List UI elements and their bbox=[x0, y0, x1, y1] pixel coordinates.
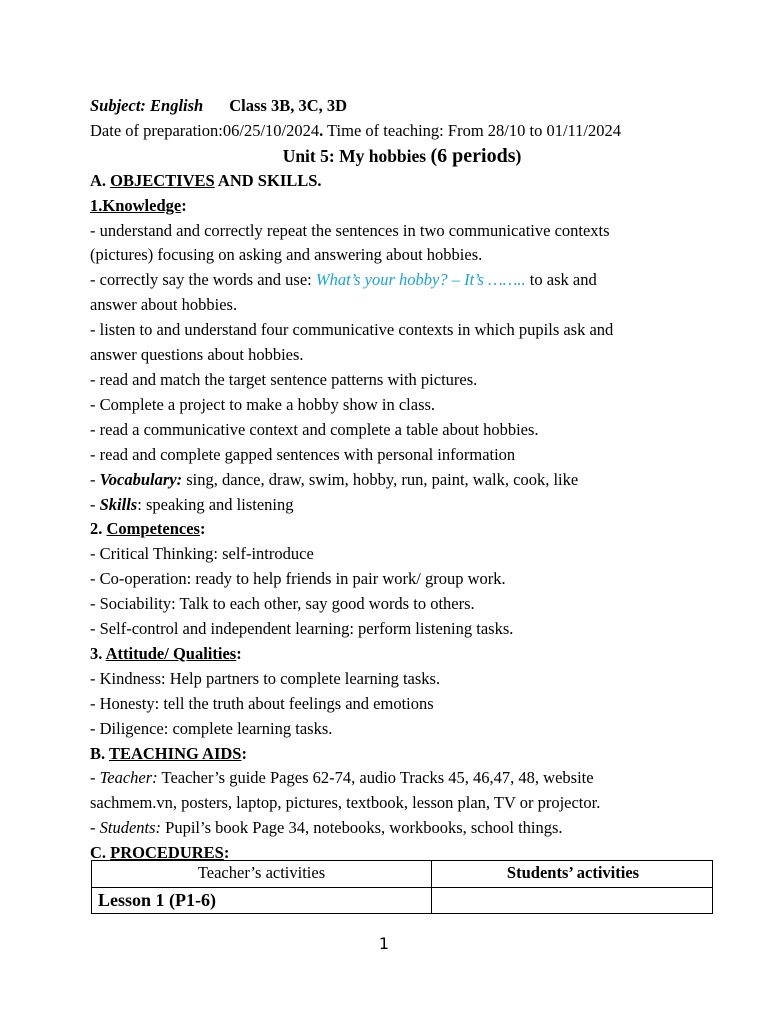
vocabulary-line bbox=[90, 468, 714, 493]
procedures-prefix: C. bbox=[90, 843, 111, 863]
attitude-item: - Diligence: complete learning tasks. bbox=[90, 718, 333, 738]
table-header-students: Students’ activities bbox=[506, 863, 640, 882]
class-list: Class 3B, 3C, 3D bbox=[229, 96, 348, 115]
vocabulary-label: Vocabulary: bbox=[99, 469, 183, 489]
students-aids-text: Pupil’s book Page 34, notebooks, workbooks, school things. bbox=[161, 818, 563, 838]
competences-colon: : bbox=[199, 519, 206, 539]
knowledge-line-9: - read a communicative context and complete a table about hobbies. bbox=[90, 419, 539, 439]
procedures-heading-text: PROCEDURES bbox=[110, 843, 224, 863]
table-header-teacher: Teacher’s activities bbox=[197, 863, 326, 882]
competences-heading-text: Competences bbox=[106, 519, 200, 539]
unit-title-close: ) bbox=[515, 145, 522, 166]
vocabulary-text: sing, dance, draw, swim, hobby, run, paint, walk, cook, like bbox=[182, 469, 579, 489]
teaching-aids-heading bbox=[90, 742, 714, 767]
section-a-underlined: OBJECTIVES bbox=[110, 170, 215, 190]
unit-title-text: Unit 5: My hobbies bbox=[282, 145, 431, 166]
subject-label: Subject: English bbox=[90, 96, 204, 115]
time-of-teaching: Time of teaching: From 28/10 to 01/11/2024 bbox=[323, 120, 621, 140]
procedures-colon: : bbox=[223, 843, 230, 863]
knowledge-line-6: answer questions about hobbies. bbox=[90, 345, 304, 365]
skills-text: : speaking and listening bbox=[137, 494, 294, 514]
competence-item: - Critical Thinking: self-introduce bbox=[90, 544, 314, 564]
knowledge-line-1: - understand and correctly repeat the sentences in two communicative contexts bbox=[90, 220, 610, 240]
knowledge-line-4: answer about hobbies. bbox=[90, 295, 238, 315]
students-aids-line bbox=[90, 816, 714, 841]
attitude-prefix: 3. bbox=[90, 643, 106, 663]
attitude-item: - Honesty: tell the truth about feelings and emotions bbox=[90, 693, 434, 713]
knowledge-heading-text: 1.Knowledge bbox=[90, 195, 182, 215]
teacher-aids-line bbox=[90, 766, 714, 791]
teacher-aids-text: Teacher’s guide Pages 62-74, audio Tracks 45, 46,47, 48, website bbox=[157, 768, 594, 788]
vocabulary-dash: - bbox=[90, 469, 100, 489]
knowledge-line-10: - read and complete gapped sentences with personal information bbox=[90, 444, 516, 464]
header-line-1 bbox=[90, 94, 714, 119]
competence-item: - Sociability: Talk to each other, say good words to others. bbox=[90, 594, 475, 614]
teaching-aids-heading-text: TEACHING AIDS bbox=[108, 743, 242, 763]
teacher-dash: - bbox=[90, 768, 100, 788]
teaching-aids-prefix: B. bbox=[90, 743, 109, 763]
unit-periods: (6 periods bbox=[430, 144, 516, 167]
skills-line bbox=[90, 493, 714, 518]
competence-item: - Co-operation: ready to help friends in pair work/ group work. bbox=[90, 569, 506, 589]
knowledge-heading bbox=[90, 194, 714, 219]
table-cell-lesson: Lesson 1 (P1-6) bbox=[98, 890, 216, 910]
knowledge-line-3-post: to ask and bbox=[525, 270, 597, 290]
teaching-aids-colon: : bbox=[241, 743, 247, 763]
skills-dash: - bbox=[90, 494, 100, 514]
date-period: . bbox=[319, 120, 324, 140]
procedures-table bbox=[91, 860, 713, 914]
header-line-2 bbox=[90, 119, 714, 144]
attitude-colon: : bbox=[236, 643, 242, 663]
knowledge-line-7: - read and match the target sentence patterns with pictures. bbox=[90, 369, 478, 389]
attitude-heading bbox=[90, 642, 714, 667]
competences-prefix: 2. bbox=[90, 519, 107, 539]
knowledge-line-8: - Complete a project to make a hobby show in class. bbox=[90, 394, 436, 414]
competence-item: - Self-control and independent learning: perform listening tasks. bbox=[90, 619, 514, 639]
section-a-suffix: AND SKILLS. bbox=[214, 170, 322, 190]
knowledge-line-3 bbox=[90, 268, 714, 293]
competences-heading bbox=[90, 517, 714, 542]
attitude-heading-text: Attitude/ Qualities bbox=[105, 643, 237, 663]
knowledge-line-2: (pictures) focusing on asking and answering about hobbies. bbox=[90, 245, 483, 265]
students-label: Students: bbox=[99, 818, 162, 838]
knowledge-line-3-pre: - correctly say the words and use: bbox=[90, 270, 316, 290]
knowledge-line-5: - listen to and understand four communicative contexts in which pupils ask and bbox=[90, 320, 614, 340]
date-of-preparation: Date of preparation:06/25/10/2024 bbox=[90, 120, 320, 140]
unit-title bbox=[90, 144, 714, 169]
students-dash: - bbox=[90, 818, 100, 838]
document-body bbox=[90, 94, 714, 866]
knowledge-colon: : bbox=[181, 195, 187, 215]
teacher-aids-line-2: sachmem.vn, posters, laptop, pictures, textbook, lesson plan, TV or projector. bbox=[90, 793, 601, 813]
section-a-prefix: A. bbox=[90, 170, 111, 190]
skills-label: Skills bbox=[99, 494, 138, 514]
section-a-heading bbox=[90, 169, 714, 194]
teacher-label: Teacher: bbox=[99, 768, 158, 788]
attitude-item: - Kindness: Help partners to complete learning tasks. bbox=[90, 668, 441, 688]
target-sentence-pattern: What’s your hobby? – It’s …….. bbox=[315, 270, 526, 290]
page-number: 1 bbox=[378, 934, 390, 953]
